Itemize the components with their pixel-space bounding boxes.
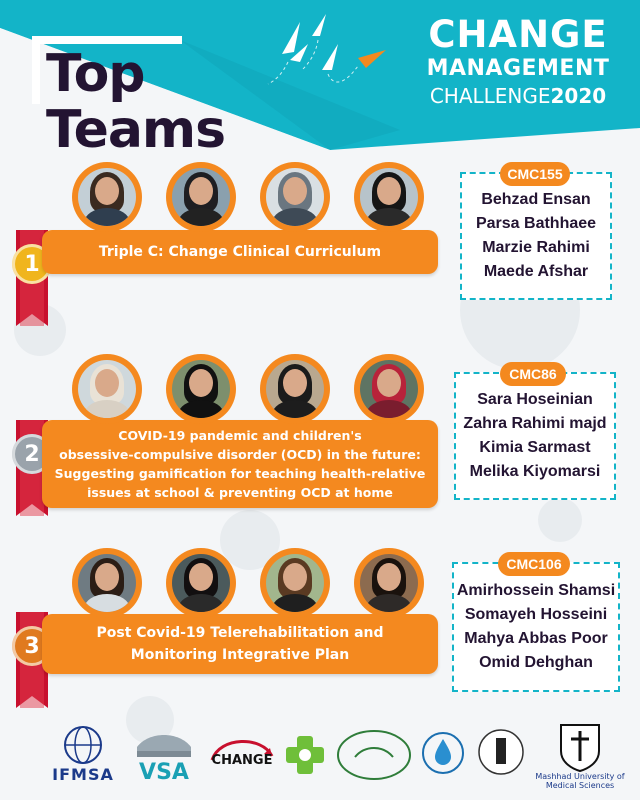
team-2-member-photo-4	[354, 354, 424, 424]
team-1-members-box	[460, 172, 612, 300]
society-badge-logo	[334, 726, 414, 784]
title-accent-bar	[32, 36, 40, 104]
challenge-word: CHALLENGE	[429, 84, 551, 108]
team-1-member-photo-3	[260, 162, 330, 232]
team-row-3	[0, 540, 640, 700]
page-title-line2: Teams	[46, 100, 226, 160]
team-3-member-photo-2	[166, 548, 236, 618]
team-2-member-photo-2	[166, 354, 236, 424]
team-2-member-3: Kimia Sarmast	[479, 439, 591, 456]
silver-medal-icon: 2	[12, 434, 52, 474]
vsa-logo	[128, 726, 200, 784]
team-row-2	[0, 350, 640, 520]
challenge-title-change: CHANGE	[428, 13, 608, 56]
team-1-member-photo-1	[72, 162, 142, 232]
challenge-year: 2020	[550, 84, 607, 108]
team-1-member-2: Parsa Bathhaee	[475, 215, 597, 232]
team-2-member-photo-1	[72, 354, 142, 424]
paper-planes-icon	[262, 14, 392, 94]
team-3-members-box	[452, 562, 620, 692]
page-title-line1: Top	[46, 44, 145, 104]
challenge-title-management: MANAGEMENT	[426, 56, 610, 81]
team-1-member-photo-4	[354, 162, 424, 232]
team-2-project-banner	[42, 420, 438, 508]
svg-text:VSA: VSA	[139, 760, 189, 783]
team-3-project-line-2: Monitoring Integrative Plan	[130, 647, 350, 663]
mashhad-caption-line1: Mashhad University of	[535, 772, 625, 782]
team-3-project-banner	[42, 614, 438, 674]
challenge-title-year	[410, 86, 626, 106]
team-2-member-photo-3	[260, 354, 330, 424]
team-2-member-2: Zahra Rahimi majd	[463, 415, 607, 432]
gold-medal-icon: 1	[12, 244, 52, 284]
team-1-project: Triple C: Change Clinical Curriculum	[98, 244, 382, 260]
team-1-code-badge: CMC155	[500, 162, 570, 186]
team-1-project-banner	[42, 230, 438, 274]
team-2-members-box	[454, 372, 616, 500]
team-2-project-line-4: issues at school & preventing OCD at home	[87, 485, 393, 500]
title-accent-bar-top	[32, 36, 182, 44]
health-cross-logo	[280, 728, 330, 782]
bronze-medal-icon: 3	[12, 626, 52, 666]
team-row-1	[0, 150, 640, 310]
team-2-project-line-1: COVID-19 pandemic and children's	[118, 428, 362, 443]
team-3-member-photo-4	[354, 548, 424, 618]
team-3-member-photo-3	[260, 548, 330, 618]
ifmsa-text: IFMSA	[52, 764, 114, 784]
team-2-member-1: Sara Hoseinian	[477, 391, 593, 408]
team-2-project-line-3: Suggesting gamification for teaching health-relative	[54, 466, 426, 481]
team-3-member-photo-1	[72, 548, 142, 618]
team-1-member-3: Marzie Rahimi	[482, 239, 590, 256]
team-3-member-2: Somayeh Hosseini	[464, 606, 608, 623]
team-2-code-badge: CMC86	[500, 362, 566, 386]
mashhad-university-logo	[530, 716, 630, 796]
team-3-member-1: Amirhossein Shamsi	[456, 582, 616, 599]
globe-icon	[63, 725, 103, 765]
team-1-member-4: Maede Afshar	[483, 263, 589, 280]
team-3-project-line-1: Post Covid-19 Telerehabilitation and	[96, 625, 384, 641]
ifmsa-logo	[44, 722, 122, 786]
team-2-member-4: Melika Kiyomarsi	[469, 463, 601, 480]
seal-logo	[474, 722, 528, 786]
team-2-project-line-2: obsessive-compulsive disorder (OCD) in the future:	[59, 447, 421, 462]
change-logo	[206, 730, 278, 780]
team-3-code-badge: CMC106	[498, 552, 570, 576]
water-drop-logo	[418, 726, 468, 784]
change-logo-text: CHANGE	[211, 753, 273, 768]
mashhad-caption-line2: Medical Sciences	[545, 781, 615, 790]
team-3-member-3: Mahya Abbas Poor	[464, 630, 608, 647]
team-3-member-4: Omid Dehghan	[479, 654, 593, 671]
team-1-member-1: Behzad Ensan	[481, 191, 591, 208]
team-1-member-photo-2	[166, 162, 236, 232]
